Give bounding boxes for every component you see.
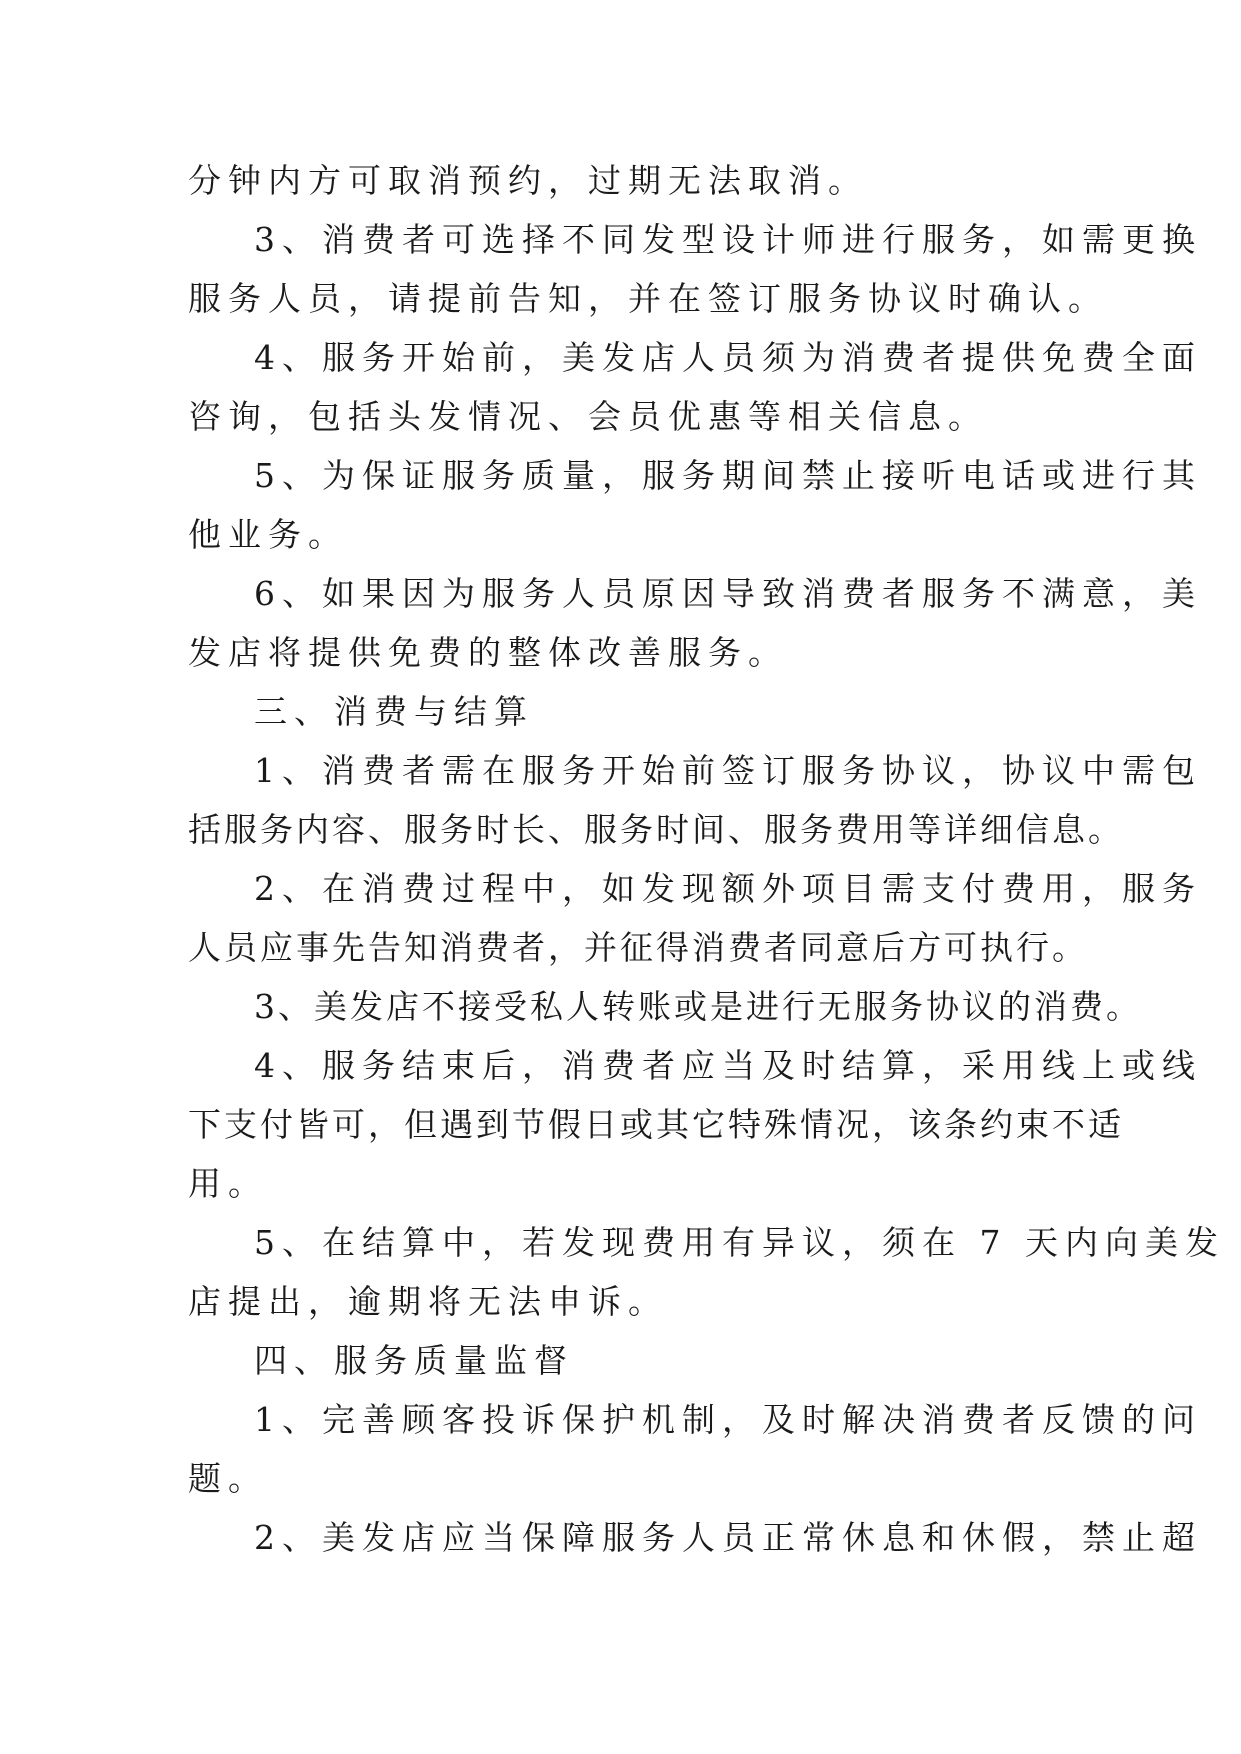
text-line: 1、完善顾客投诉保护机制，及时解决消费者反馈的问 <box>254 1400 1202 1439</box>
text-line: 咨询，包括头发情况、会员优惠等相关信息。 <box>188 397 988 436</box>
text-line: 发店将提供免费的整体改善服务。 <box>188 633 788 672</box>
text-line: 4、服务结束后，消费者应当及时结算，采用线上或线 <box>254 1046 1202 1085</box>
text-line: 题。 <box>188 1459 268 1498</box>
section-heading: 四、服务质量监督 <box>254 1341 574 1380</box>
text-line: 2、在消费过程中，如发现额外项目需支付费用，服务 <box>254 869 1202 908</box>
text-line: 店提出，逾期将无法申诉。 <box>188 1282 668 1321</box>
text-line: 分钟内方可取消预约，过期无法取消。 <box>188 161 868 200</box>
text-line: 下支付皆可，但遇到节假日或其它特殊情况，该条约束不适 <box>188 1105 1124 1144</box>
text-line: 4、服务开始前，美发店人员须为消费者提供免费全面 <box>254 338 1202 377</box>
text-line: 3、美发店不接受私人转账或是进行无服务协议的消费。 <box>254 987 1142 1026</box>
text-line: 人员应事先告知消费者，并征得消费者同意后方可执行。 <box>188 928 1088 967</box>
text-line: 2、美发店应当保障服务人员正常休息和休假，禁止超 <box>254 1518 1202 1557</box>
text-line: 5、在结算中，若发现费用有异议，须在 7 天内向美发 <box>254 1223 1225 1262</box>
text-line: 他业务。 <box>188 515 348 554</box>
text-line: 用。 <box>188 1164 268 1203</box>
text-line: 1、消费者需在服务开始前签订服务协议，协议中需包 <box>254 751 1202 790</box>
section-heading: 三、消费与结算 <box>254 692 534 731</box>
text-line: 5、为保证服务质量，服务期间禁止接听电话或进行其 <box>254 456 1202 495</box>
text-line: 6、如果因为服务人员原因导致消费者服务不满意，美 <box>254 574 1202 613</box>
text-line: 服务人员，请提前告知，并在签订服务协议时确认。 <box>188 279 1108 318</box>
text-line: 括服务内容、服务时长、服务时间、服务费用等详细信息。 <box>188 810 1124 849</box>
text-line: 3、消费者可选择不同发型设计师进行服务，如需更换 <box>254 220 1202 259</box>
